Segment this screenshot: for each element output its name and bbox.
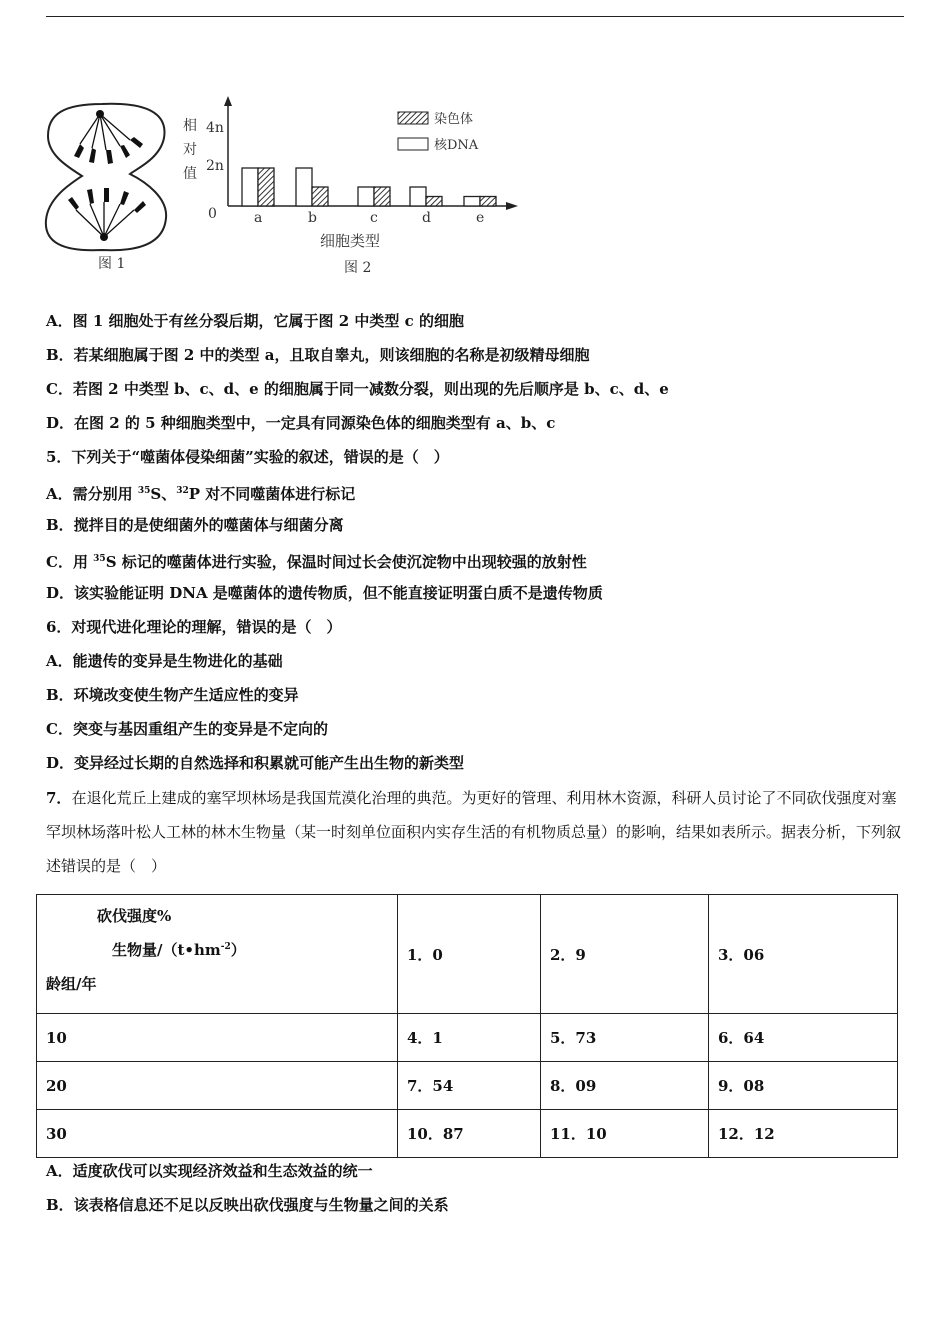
y-axis-label-3: 值 xyxy=(183,166,197,182)
y-tick-4n: 4n xyxy=(206,120,224,136)
value-cell: 5．73 xyxy=(541,1014,709,1062)
q7-stem: 7．在退化荒丘上建成的塞罕坝林场是我国荒漠化治理的典范。为更好的管理、利用林木资源，科研人员讨论了不同砍伐强度对塞罕坝林场落叶松人工林的林木生物量（某一时刻单位面积内实存生活的有机物质总量）的影响，结果如表所示。据表分析，下列叙述错误的是（ ） xyxy=(46,789,902,875)
bar-dna-e xyxy=(464,197,480,207)
header-cut-intensity: 砍伐强度% xyxy=(97,907,172,925)
q7-option-a: A．适度砍伐可以实现经济效益和生态效益的统一 xyxy=(46,1162,373,1180)
q6-stem: 6．对现代进化理论的理解，错误的是（ ） xyxy=(46,618,342,636)
value-cell: 11．10 xyxy=(541,1110,709,1158)
y-axis-label-1: 相 xyxy=(183,118,197,134)
x-tick-d: d xyxy=(422,210,431,226)
value-cell: 6．64 xyxy=(709,1014,898,1062)
age-cell: 10 xyxy=(37,1014,398,1062)
q6-option-d: D．变异经过长期的自然选择和积累就可能产生出生物的新类型 xyxy=(46,754,465,772)
q5-option-a: A．需分别用 $^{35}$S、$^{32}$P 对不同噬菌体进行标记 xyxy=(46,485,356,503)
table-row xyxy=(37,1110,898,1158)
value-cell: 4．1 xyxy=(398,1014,541,1062)
bar-dna-c xyxy=(358,187,374,206)
q6-option-c: C．突变与基因重组产生的变异是不定向的 xyxy=(46,720,328,738)
header-cell xyxy=(37,895,398,1014)
y-axis-arrow xyxy=(224,96,232,106)
q5-stem: 5．下列关于“噬菌体侵染细菌”实验的叙述，错误的是（ ） xyxy=(46,448,449,466)
x-tick-c: c xyxy=(370,210,378,226)
x-axis-arrow xyxy=(506,202,518,210)
y-tick-0: 0 xyxy=(208,206,217,222)
fig2-caption: 图 2 xyxy=(344,260,372,276)
x-tick-e: e xyxy=(476,210,485,226)
column-header: 3．06 xyxy=(709,895,898,1014)
value-cell: 7．54 xyxy=(398,1062,541,1110)
value-cell: 12．12 xyxy=(709,1110,898,1158)
bar-dna-b xyxy=(296,168,312,206)
q4-option-b: B．若某细胞属于图 2 中的类型 a，且取自睾丸，则该细胞的名称是初级精母细胞 xyxy=(46,346,590,364)
top-rule xyxy=(46,16,904,17)
legend-dna-swatch xyxy=(398,138,428,150)
q6-option-b: B．环境改变使生物产生适应性的变异 xyxy=(46,686,299,704)
bar-chromosome-e xyxy=(480,197,496,207)
table-row xyxy=(37,1062,898,1110)
bar-dna-a xyxy=(242,168,258,206)
bar-chromosome-c xyxy=(374,187,390,206)
q4-option-a: A．图 1 细胞处于有丝分裂后期，它属于图 2 中类型 c 的细胞 xyxy=(46,312,464,330)
q7-option-b: B．该表格信息还不足以反映出砍伐强度与生物量之间的关系 xyxy=(46,1196,449,1214)
fig1-caption: 图 1 xyxy=(98,256,126,272)
cell-diagram xyxy=(46,104,166,250)
table-row xyxy=(37,1014,898,1062)
y-axis-label-2: 对 xyxy=(183,142,197,158)
x-axis-label: 细胞类型 xyxy=(320,232,381,250)
age-cell: 20 xyxy=(37,1062,398,1110)
legend-chromosome-label: 染色体 xyxy=(434,112,474,127)
bar-chromosome-b xyxy=(312,187,328,206)
figure-cell-division xyxy=(40,92,560,292)
q5-option-b: B．搅拌目的是使细菌外的噬菌体与细菌分离 xyxy=(46,516,344,534)
value-cell: 9．08 xyxy=(709,1062,898,1110)
q4-option-d: D．在图 2 的 5 种细胞类型中，一定具有同源染色体的细胞类型有 a、b、c xyxy=(46,414,556,432)
bar-dna-d xyxy=(410,187,426,206)
column-header: 2．9 xyxy=(541,895,709,1014)
bar-chart xyxy=(183,96,518,276)
value-cell: 8．09 xyxy=(541,1062,709,1110)
x-tick-b: b xyxy=(308,210,317,226)
column-header: 1．0 xyxy=(398,895,541,1014)
value-cell: 10．87 xyxy=(398,1110,541,1158)
q6-option-a: A．能遗传的变异是生物进化的基础 xyxy=(46,652,283,670)
y-tick-2n: 2n xyxy=(206,158,224,174)
q5-option-d: D．该实验能证明 DNA 是噬菌体的遗传物质，但不能直接证明蛋白质不是遗传物质 xyxy=(46,584,603,602)
q4-option-c: C．若图 2 中类型 b、c、d、e 的细胞属于同一减数分裂，则出现的先后顺序是 b、c、d、e xyxy=(46,380,669,398)
q7-table xyxy=(36,894,898,1158)
x-tick-a: a xyxy=(254,210,263,226)
header-age-group: 龄组/年 xyxy=(46,975,97,993)
bar-chromosome-d xyxy=(426,197,442,207)
q5-option-c: C．用 $^{35}$S 标记的噬菌体进行实验，保温时间过长会使沉淀物中出现较强的放射性 xyxy=(46,553,587,571)
legend-chromosome-swatch xyxy=(398,112,428,124)
age-cell: 30 xyxy=(37,1110,398,1158)
bar-chromosome-a xyxy=(258,168,274,206)
header-biomass: 生物量$/(t•hm^{-2})$ xyxy=(112,941,246,959)
legend-dna-label: 核DNA xyxy=(434,138,479,153)
